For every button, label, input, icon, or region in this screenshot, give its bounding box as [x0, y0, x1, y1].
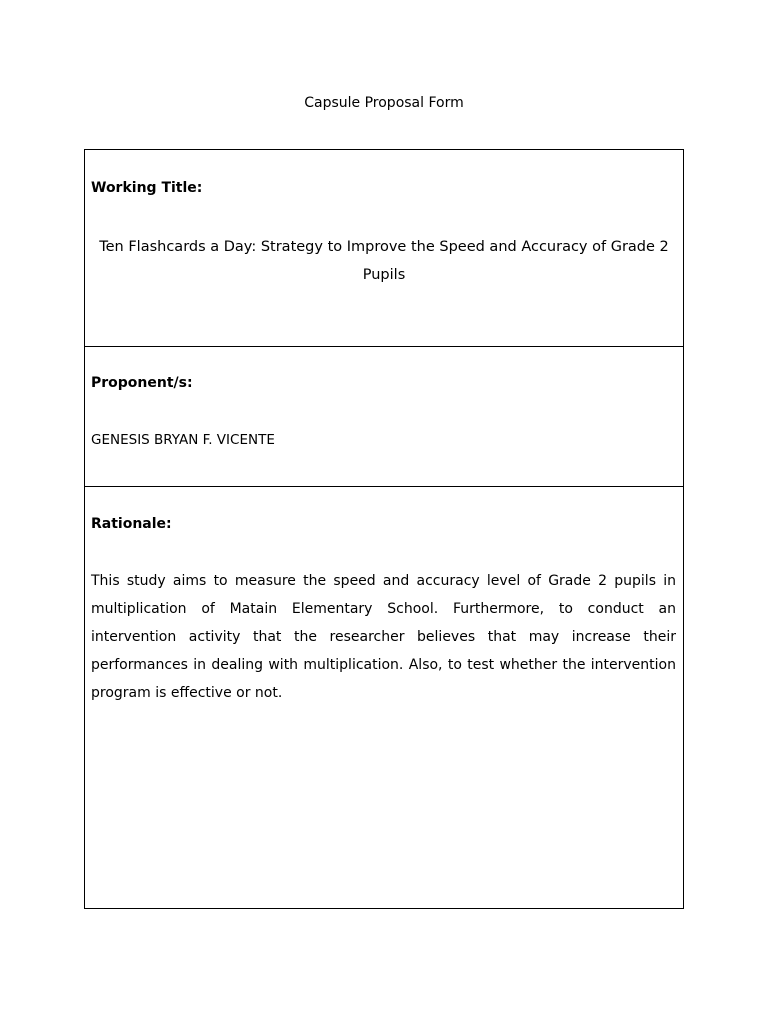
- working-title-section: [85, 150, 683, 347]
- rationale-section: [85, 487, 683, 908]
- rationale-text: This study aims to measure the speed and accuracy level of Grade 2 pupils in multiplication of Matain Elementary School. Furthermore, to conduct an intervention activity that the researcher believes that may increase their performances in dealing with multiplication. Also, to test whether the intervention program is effective or not.: [91, 573, 676, 701]
- proposal-form-table: [84, 149, 684, 909]
- proponents-value: GENESIS BRYAN F. VICENTE: [91, 432, 275, 448]
- rationale-label: Rationale:: [91, 516, 172, 532]
- working-title-label: Working Title:: [91, 180, 203, 196]
- working-title-value: Ten Flashcards a Day: Strategy to Improve the Speed and Accuracy of Grade 2 Pupils: [99, 239, 669, 283]
- proponents-label: Proponent/s:: [91, 375, 193, 391]
- proponents-section: [85, 347, 683, 487]
- document-title: Capsule Proposal Form: [304, 95, 464, 111]
